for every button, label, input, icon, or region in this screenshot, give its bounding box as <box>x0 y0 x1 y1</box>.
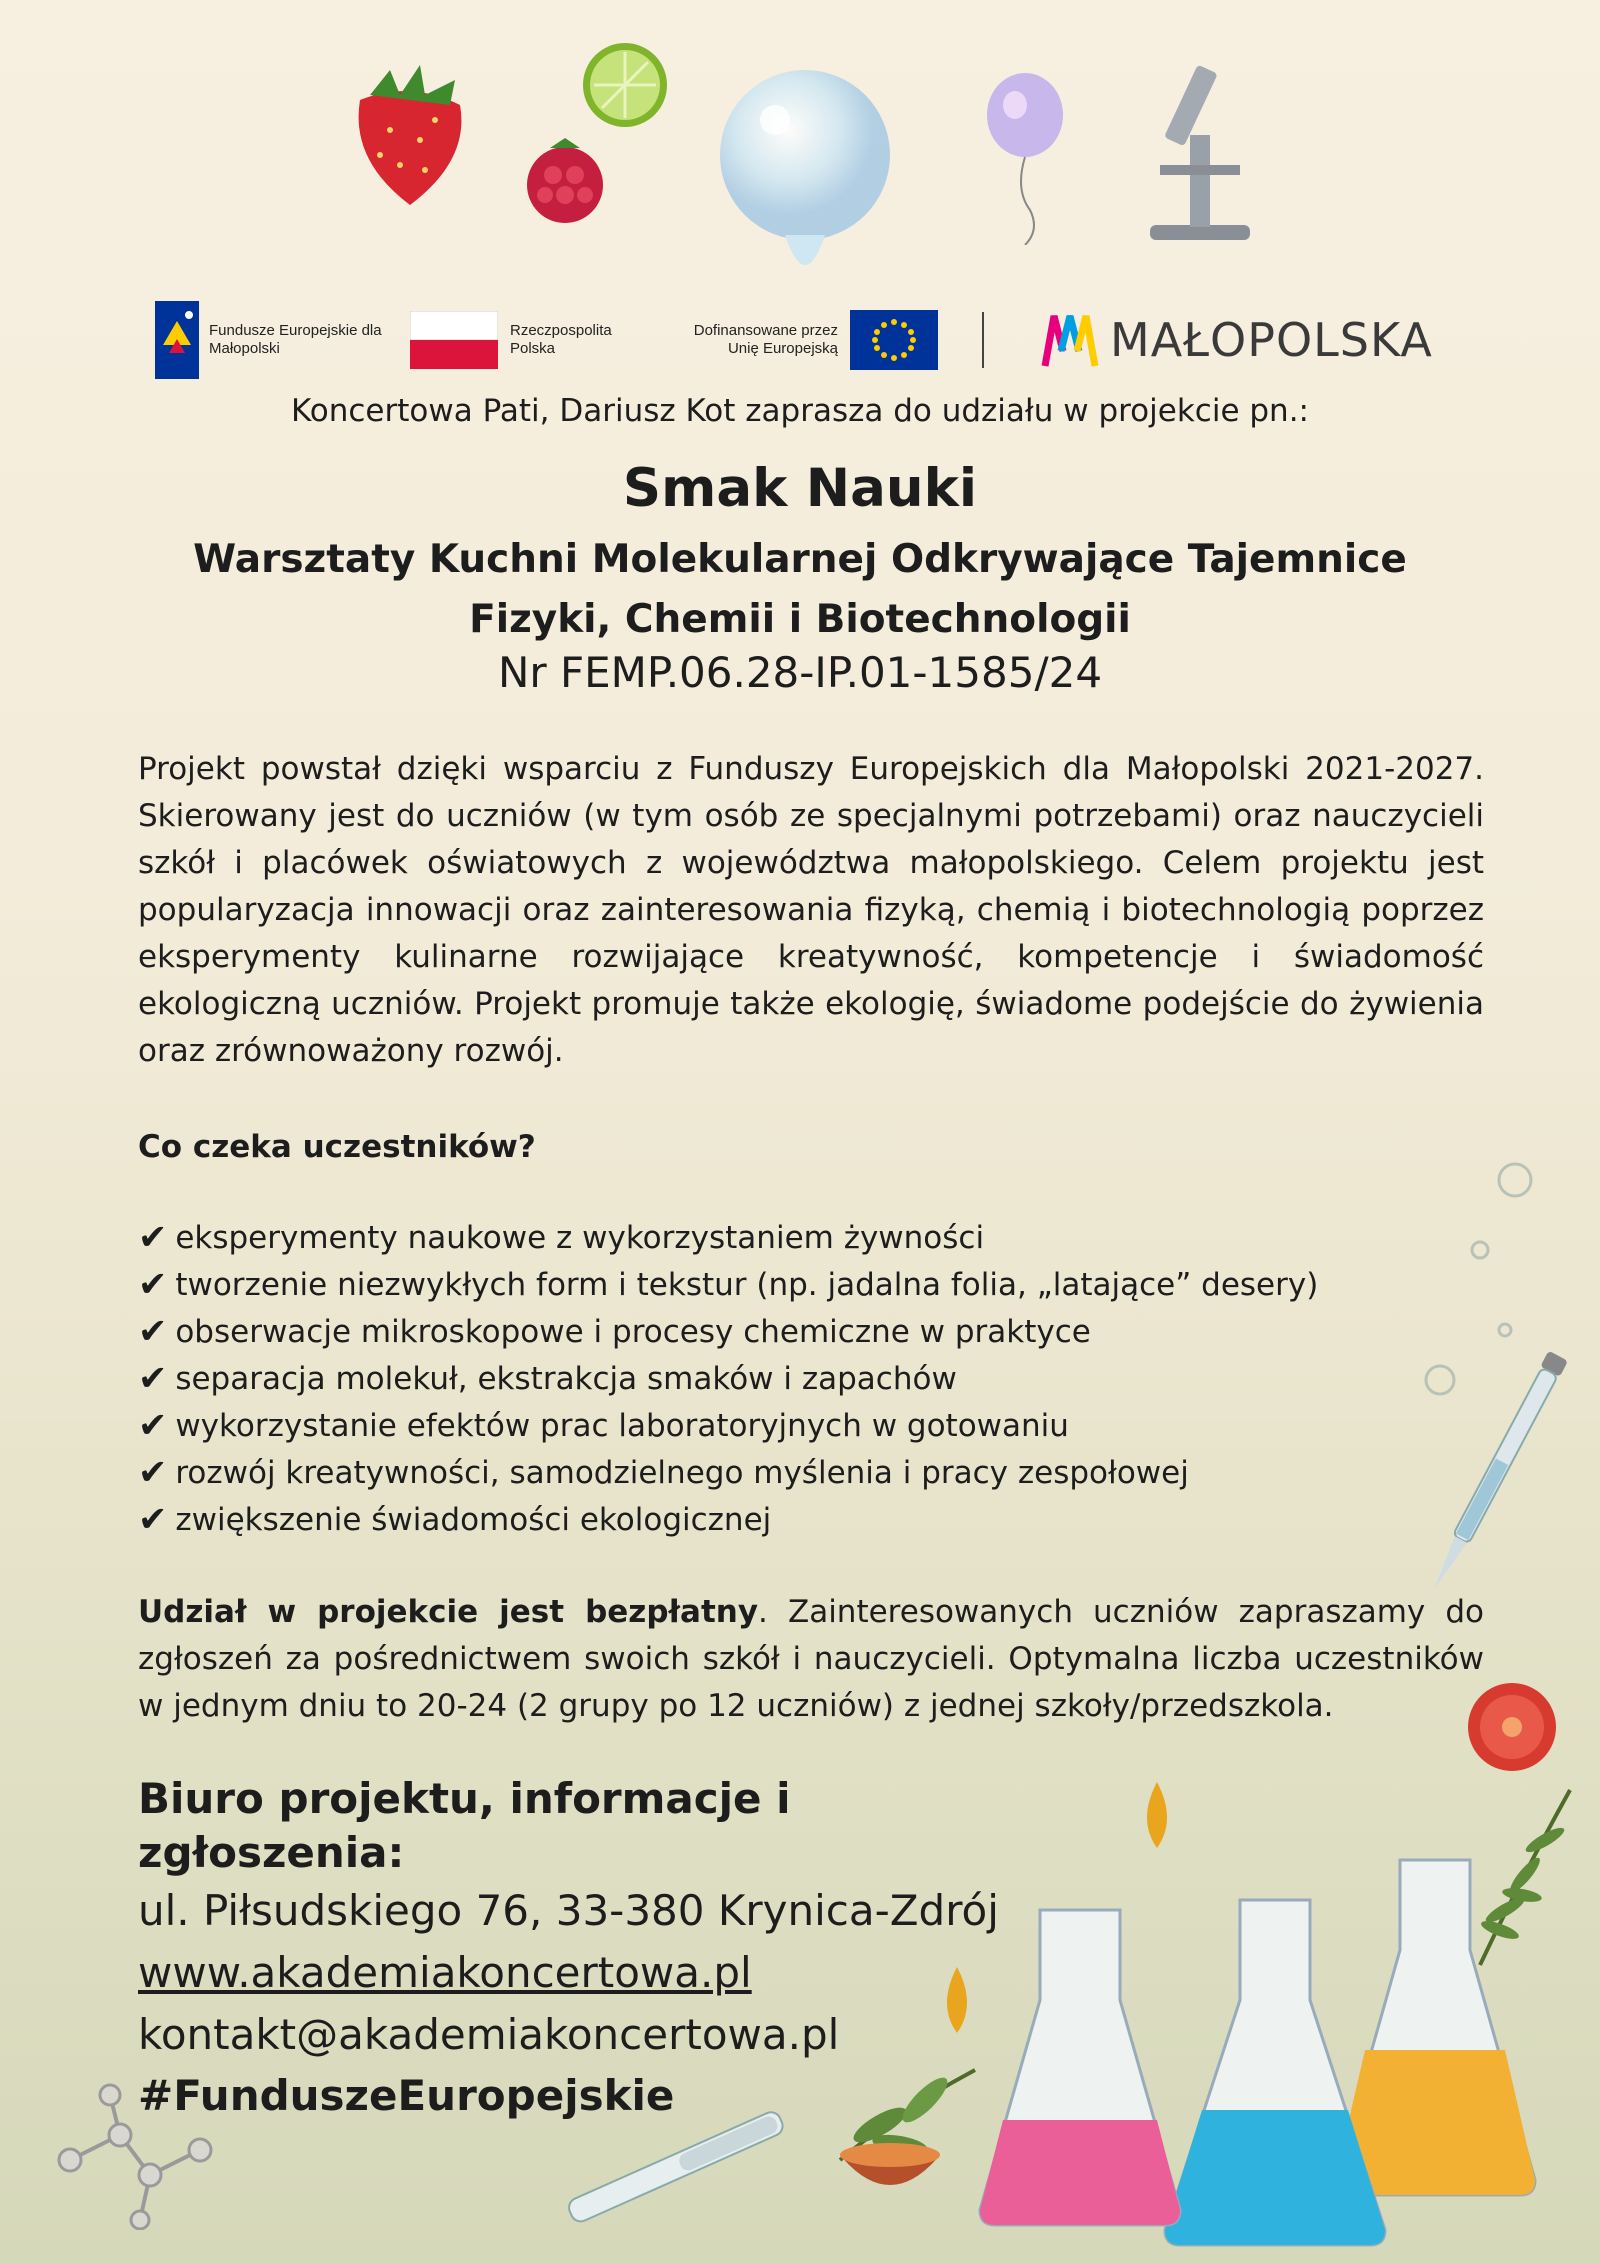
list-item <box>138 1356 1484 1403</box>
logo-bar <box>155 300 1465 380</box>
strawberry-icon <box>330 60 490 210</box>
list-item <box>138 1262 1484 1309</box>
eu-cofinanced-logo <box>663 300 953 380</box>
logo-divider <box>982 312 984 368</box>
description-text: Projekt powstał dzięki wsparciu z Funduszy Europejskich dla Małopolski 2021-2027. Skierowany jest do uczniów (w tym osób ze specjalnymi potrzebami) oraz nauczycieli szkół i placówek oświatowych z województwa małopolskiego. Celem projektu jest popularyzacja innowacji oraz zainteresowania fizyką, chemią i biotechnologią poprzez eksperymenty kulinarne rozwijające kreatywność, kompetencje i świadomość ekologiczną uczniów. Projekt promuje także ekologię, świadome podejście do żywienia oraz zrównoważony rozwój. <box>138 751 1484 1069</box>
check-icon: ✔ <box>138 1265 168 1305</box>
contact-heading: Biuro projektu, informacje i zgłoszenia: <box>138 1774 791 1877</box>
project-description <box>138 746 1484 1075</box>
balloon-icon <box>980 70 1070 245</box>
list-item-text: zwiększenie świadomości ekologicznej <box>175 1502 772 1538</box>
list-item <box>138 1497 1484 1544</box>
list-item-text: eksperymenty naukowe z wykorzystaniem żywności <box>175 1220 985 1256</box>
molecule-icon <box>40 2080 230 2230</box>
drop-icon <box>1135 1780 1179 1850</box>
eu-funds-emblem-icon <box>155 301 199 379</box>
list-item-text: wykorzystanie efektów prac laboratoryjnych w gotowaniu <box>175 1408 1069 1444</box>
check-icon: ✔ <box>138 1359 168 1399</box>
eu-funds-logo <box>155 300 385 380</box>
benefits-heading: Co czeka uczestników? <box>138 1129 536 1165</box>
participation-info <box>138 1589 1484 1730</box>
flask-blue-icon <box>1160 1890 1390 2250</box>
subtitle-line-2: Fizyki, Chemii i Biotechnologii <box>469 597 1131 642</box>
test-tube-icon <box>540 2100 810 2230</box>
malopolska-label: MAŁOPOLSKA <box>1110 313 1433 367</box>
poland-flag-icon <box>410 311 498 369</box>
bowl-icon <box>835 2135 945 2200</box>
drop-icon <box>935 1965 979 2035</box>
eu-cofinanced-label: Dofinansowane przez Unię Europejską <box>693 322 838 357</box>
list-item-text: separacja molekuł, ekstrakcja smaków i zapachów <box>175 1361 957 1397</box>
intro-text: Koncertowa Pati, Dariusz Kot zaprasza do udziału w projekcie pn.: <box>290 393 1309 429</box>
list-item <box>138 1215 1484 1262</box>
lime-icon <box>580 40 670 130</box>
contact-email[interactable]: kontakt@akademiakoncertowa.pl <box>138 2010 840 2059</box>
participation-free-note: Udział w projekcie jest bezpłatny <box>138 1594 759 1630</box>
website-link[interactable]: www.akademiakoncertowa.pl <box>138 1948 752 1997</box>
contact-address: ul. Piłsudskiego 76, 33-380 Krynica-Zdrój <box>138 1886 999 1935</box>
check-icon: ✔ <box>138 1406 168 1446</box>
list-item-text: rozwój kreatywności, samodzielnego myślenia i pracy zespołowej <box>175 1455 1189 1491</box>
check-icon: ✔ <box>138 1312 168 1352</box>
list-item <box>138 1403 1484 1450</box>
flask-pink-icon <box>975 1900 1185 2230</box>
tomato-slice-icon <box>1465 1680 1560 1775</box>
check-icon: ✔ <box>138 1218 168 1258</box>
eu-flag-icon <box>850 310 938 370</box>
page-title: Smak Nauki <box>622 458 978 519</box>
eu-funds-label: Fundusze Europejskie dla Małopolski <box>209 322 382 357</box>
microscope-icon <box>1120 55 1270 245</box>
list-item <box>138 1309 1484 1356</box>
project-number: Nr FEMP.06.28-IP.01-1585/24 <box>497 648 1103 697</box>
check-icon: ✔ <box>138 1453 168 1493</box>
malopolska-logo <box>1040 300 1465 380</box>
poland-label: Rzeczpospolita Polska <box>510 322 612 357</box>
participation-details: . Zainteresowanych uczniów zapraszamy do zgłoszeń za pośrednictwem swoich szkół i nauczycieli. Optymalna liczba uczestników w jednym dniu to 20-24 (2 grupy po 12 uczniów) z jednej szkoły/przedszkola. <box>138 1594 1484 1724</box>
malopolska-emblem-icon <box>1040 311 1100 369</box>
benefits-list <box>138 1215 1484 1544</box>
poland-logo <box>410 300 640 380</box>
check-icon: ✔ <box>138 1500 168 1540</box>
list-item <box>138 1450 1484 1497</box>
subtitle <box>0 530 1600 650</box>
hashtag: #FunduszeEuropejskie <box>138 2071 675 2120</box>
raspberry-icon <box>515 130 615 230</box>
bubble-icon <box>715 65 895 295</box>
bubbles-icon <box>1420 1150 1540 1410</box>
list-item-text: obserwacje mikroskopowe i procesy chemiczne w praktyce <box>175 1314 1091 1350</box>
list-item-text: tworzenie niezwykłych form i tekstur (np. jadalna folia, „latające” desery) <box>175 1267 1319 1303</box>
subtitle-line-1: Warsztaty Kuchni Molekularnej Odkrywające Tajemnice <box>193 537 1407 582</box>
